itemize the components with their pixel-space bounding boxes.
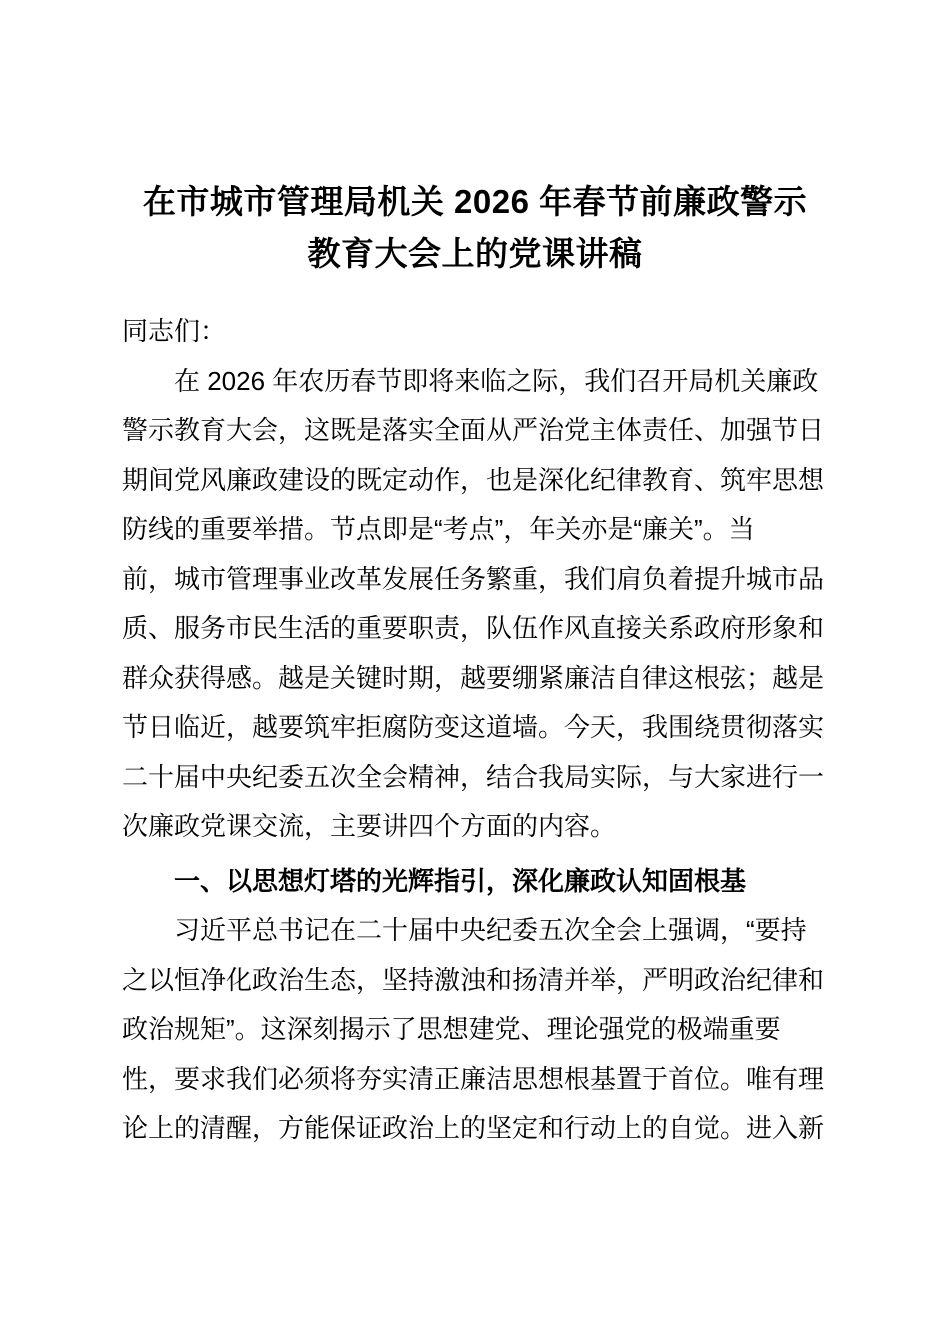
text-line: 二十届中央纪委五次全会精神，结合我局实际，与大家进行一 <box>122 761 825 792</box>
text-line: 政治规矩”。这深刻揭示了思想建党、理论强党的极端重要 <box>122 1014 781 1044</box>
text-line: 防线的重要举措。节点即是“考点”，年关亦是“廉关”。当 <box>122 514 755 544</box>
text-line: 质、服务市民生活的重要职责，队伍作风直接关系政府形象和 <box>122 613 825 643</box>
text-line: 期间党风廉政建设的既定动作，也是深化纪律教育、筑牢思想 <box>122 464 825 495</box>
document-title <box>0 0 950 280</box>
paragraph <box>122 357 834 852</box>
text-line: 前，城市管理事业改革发展任务繁重，我们肩负着提升城市品 <box>122 563 825 594</box>
document-body <box>122 307 834 1154</box>
text-line: 节日临近，越要筑牢拒腐防变这道墙。今天，我围绕贯彻落实 <box>122 712 825 742</box>
text-line: 同志们： <box>122 316 227 346</box>
text-line: 一、以思想灯塔的光辉指引，深化廉政认知固根基 <box>174 865 747 896</box>
title-line: 在市城市管理局机关 2026 年春节前廉政警示 <box>142 183 808 220</box>
text-line: 次廉政党课交流，主要讲四个方面的内容。 <box>122 811 617 841</box>
text-line: 习近平总书记在二十届中央纪委五次全会上强调，“要持 <box>174 915 807 945</box>
text-line: 之以恒净化政治生态，坚持激浊和扬清并举，严明政治纪律和 <box>122 964 825 995</box>
salutation <box>122 307 834 357</box>
title-line: 教育大会上的党课讲稿 <box>307 235 643 272</box>
paragraph <box>122 906 834 1154</box>
text-line: 群众获得感。越是关键时期，越要绷紧廉洁自律这根弦；越是 <box>122 662 825 693</box>
section-heading <box>122 857 834 907</box>
text-line: 论上的清醒，方能保证政治上的坚定和行动上的自觉。进入新 <box>122 1113 825 1143</box>
text-line: 在 2026 年农历春节即将来临之际，我们召开局机关廉政 <box>174 365 819 396</box>
text-line: 性，要求我们必须将夯实清正廉洁思想根基置于首位。唯有理 <box>122 1063 825 1094</box>
text-line: 警示教育大会，这既是落实全面从严治党主体责任、加强节日 <box>122 415 825 445</box>
